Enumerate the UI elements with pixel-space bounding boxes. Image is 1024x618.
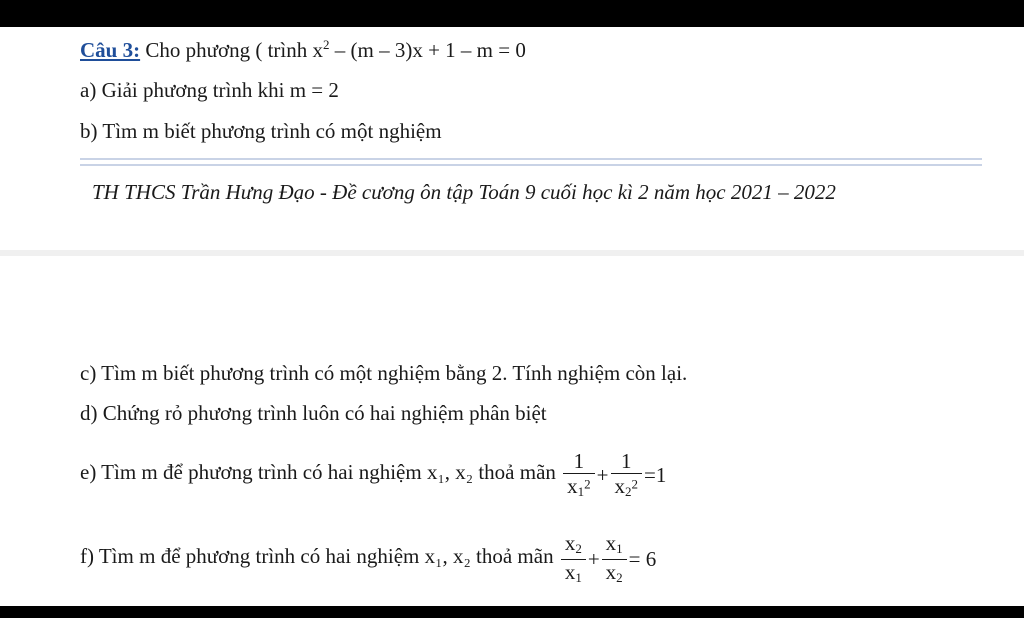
fraction bbox=[561, 531, 586, 588]
numerator: 1 bbox=[611, 449, 643, 474]
denominator: $x_1^2$ bbox=[567, 473, 591, 499]
document-page-top bbox=[0, 27, 1024, 250]
divider-line bbox=[80, 164, 982, 166]
part-f bbox=[80, 526, 656, 586]
page-footer: TH THCS Trần Hưng Đạo - Đề cương ôn tập Toán 9 cuối học kì 2 năm học 2021 – 2022 bbox=[92, 180, 836, 204]
part-d: d) Chứng rỏ phương trình luôn có hai nghiệm phân biệt bbox=[80, 401, 547, 425]
fraction bbox=[602, 531, 627, 588]
numerator: $x_2$ bbox=[561, 531, 586, 560]
question-intro: Cho phương ( trình bbox=[145, 38, 308, 62]
equals-rhs: =1 bbox=[644, 463, 667, 488]
document-page-bottom bbox=[0, 256, 1024, 606]
part-b: b) Tìm m biết phương trình có một nghiệm bbox=[80, 119, 442, 143]
denominator: $x_2$ bbox=[605, 559, 623, 585]
fraction bbox=[563, 449, 595, 502]
question-equation: $x^2 - (m - 3)x + 1 - m = 0$ bbox=[312, 37, 526, 62]
part-a: a) Giải phương trình khi m = 2 bbox=[80, 78, 339, 102]
question-3-heading bbox=[80, 37, 526, 63]
part-c: c) Tìm m biết phương trình có một nghiệm bằng 2. Tính nghiệm còn lại. bbox=[80, 361, 688, 385]
formula-f bbox=[559, 527, 656, 589]
numerator: $x_1$ bbox=[602, 531, 627, 560]
question-label: Câu 3: bbox=[80, 38, 141, 62]
denominator: $x_1$ bbox=[564, 559, 582, 585]
formula-e bbox=[561, 443, 666, 505]
part-f-text: f) Tìm m để phương trình có hai nghiệm x₁, x₂ thoả mãn bbox=[80, 544, 554, 568]
divider-line bbox=[80, 158, 982, 160]
equals-rhs: = 6 bbox=[628, 547, 657, 572]
part-e bbox=[80, 442, 666, 502]
numerator: 1 bbox=[563, 449, 595, 474]
fraction bbox=[611, 449, 643, 502]
plus-sign: + bbox=[596, 463, 609, 488]
part-e-text: e) Tìm m để phương trình có hai nghiệm x₁, x₂ thoả mãn bbox=[80, 460, 556, 484]
denominator: $x_2^2$ bbox=[614, 473, 638, 499]
plus-sign: + bbox=[587, 547, 600, 572]
